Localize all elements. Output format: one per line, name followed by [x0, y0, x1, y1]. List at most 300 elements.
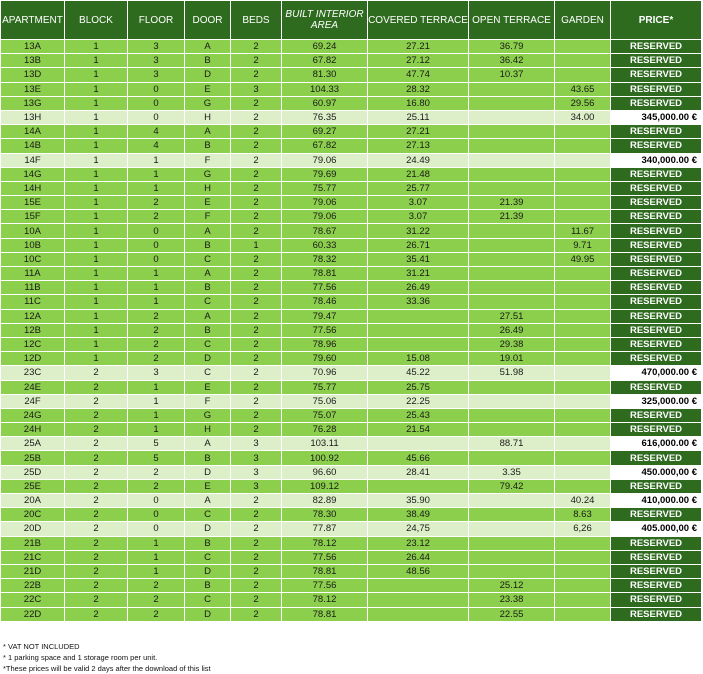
cell-covered-terrace: 45.22: [368, 366, 469, 380]
cell-beds: 3: [231, 465, 282, 479]
cell-built-area: 96.60: [282, 465, 368, 479]
cell-beds: 2: [231, 522, 282, 536]
cell-apartment: 22C: [1, 593, 65, 607]
cell-built-area: 75.77: [282, 380, 368, 394]
cell-block: 2: [65, 550, 128, 564]
cell-price: RESERVED: [611, 167, 702, 181]
cell-garden: [555, 550, 611, 564]
cell-apartment: 24F: [1, 394, 65, 408]
cell-door: C: [185, 252, 231, 266]
cell-floor: 0: [128, 522, 185, 536]
cell-price: RESERVED: [611, 423, 702, 437]
cell-beds: 2: [231, 139, 282, 153]
cell-apartment: 21B: [1, 536, 65, 550]
cell-floor: 1: [128, 408, 185, 422]
cell-price: 340,000.00 €: [611, 153, 702, 167]
cell-garden: [555, 196, 611, 210]
cell-door: G: [185, 96, 231, 110]
cell-block: 2: [65, 607, 128, 621]
table-row: [1, 522, 702, 536]
cell-apartment: 24G: [1, 408, 65, 422]
cell-built-area: 75.77: [282, 181, 368, 195]
cell-floor: 0: [128, 224, 185, 238]
cell-covered-terrace: 23.12: [368, 536, 469, 550]
cell-floor: 1: [128, 550, 185, 564]
cell-apartment: 10C: [1, 252, 65, 266]
cell-block: 1: [65, 309, 128, 323]
cell-open-terrace: 88.71: [469, 437, 555, 451]
cell-floor: 2: [128, 323, 185, 337]
cell-block: 2: [65, 564, 128, 578]
cell-garden: [555, 309, 611, 323]
cell-apartment: 13B: [1, 54, 65, 68]
cell-open-terrace: [469, 408, 555, 422]
cell-block: 1: [65, 224, 128, 238]
cell-open-terrace: [469, 281, 555, 295]
cell-built-area: 75.06: [282, 394, 368, 408]
footnote-vat: * VAT NOT INCLUDED: [3, 642, 80, 651]
cell-block: 1: [65, 125, 128, 139]
cell-covered-terrace: 22.25: [368, 394, 469, 408]
cell-beds: 3: [231, 479, 282, 493]
cell-built-area: 78.46: [282, 295, 368, 309]
table-row: [1, 423, 702, 437]
cell-built-area: 104.33: [282, 82, 368, 96]
cell-floor: 1: [128, 167, 185, 181]
cell-covered-terrace: 25.77: [368, 181, 469, 195]
cell-price: RESERVED: [611, 579, 702, 593]
cell-floor: 5: [128, 451, 185, 465]
cell-apartment: 15E: [1, 196, 65, 210]
cell-block: 2: [65, 465, 128, 479]
cell-beds: 2: [231, 224, 282, 238]
cell-built-area: 103.11: [282, 437, 368, 451]
table-row: [1, 153, 702, 167]
cell-beds: 2: [231, 54, 282, 68]
cell-apartment: 13D: [1, 68, 65, 82]
cell-covered-terrace: 33.36: [368, 295, 469, 309]
cell-price: RESERVED: [611, 196, 702, 210]
cell-floor: 2: [128, 196, 185, 210]
cell-floor: 2: [128, 309, 185, 323]
cell-built-area: 77.56: [282, 323, 368, 337]
cell-covered-terrace: [368, 607, 469, 621]
cell-door: C: [185, 593, 231, 607]
cell-floor: 0: [128, 82, 185, 96]
cell-open-terrace: [469, 295, 555, 309]
cell-covered-terrace: 31.21: [368, 267, 469, 281]
cell-price: 616,000.00 €: [611, 437, 702, 451]
cell-beds: 2: [231, 96, 282, 110]
cell-door: A: [185, 267, 231, 281]
cell-open-terrace: 51.98: [469, 366, 555, 380]
cell-apartment: 11C: [1, 295, 65, 309]
table-row: [1, 125, 702, 139]
cell-beds: 2: [231, 337, 282, 351]
cell-block: 1: [65, 54, 128, 68]
cell-apartment: 14A: [1, 125, 65, 139]
cell-door: E: [185, 196, 231, 210]
cell-block: 1: [65, 40, 128, 54]
cell-apartment: 12C: [1, 337, 65, 351]
cell-open-terrace: 3.35: [469, 465, 555, 479]
cell-price: 410,000.00 €: [611, 494, 702, 508]
cell-floor: 4: [128, 139, 185, 153]
cell-open-terrace: 27.51: [469, 309, 555, 323]
cell-price: RESERVED: [611, 82, 702, 96]
cell-beds: 2: [231, 167, 282, 181]
cell-apartment: 13E: [1, 82, 65, 96]
cell-floor: 0: [128, 96, 185, 110]
cell-price: RESERVED: [611, 252, 702, 266]
cell-floor: 4: [128, 125, 185, 139]
cell-block: 2: [65, 579, 128, 593]
cell-built-area: 78.81: [282, 564, 368, 578]
cell-built-area: 76.35: [282, 110, 368, 124]
cell-door: A: [185, 224, 231, 238]
cell-block: 2: [65, 423, 128, 437]
cell-beds: 2: [231, 309, 282, 323]
cell-apartment: 20D: [1, 522, 65, 536]
cell-door: C: [185, 508, 231, 522]
cell-block: 1: [65, 110, 128, 124]
cell-built-area: 75.07: [282, 408, 368, 422]
cell-covered-terrace: 24.49: [368, 153, 469, 167]
cell-floor: 1: [128, 394, 185, 408]
cell-block: 2: [65, 380, 128, 394]
cell-covered-terrace: 35.90: [368, 494, 469, 508]
cell-block: 1: [65, 267, 128, 281]
cell-floor: 3: [128, 54, 185, 68]
cell-price: RESERVED: [611, 451, 702, 465]
cell-garden: 6,26: [555, 522, 611, 536]
cell-built-area: 60.97: [282, 96, 368, 110]
cell-garden: [555, 479, 611, 493]
table-row: [1, 451, 702, 465]
cell-garden: [555, 139, 611, 153]
cell-covered-terrace: 25.43: [368, 408, 469, 422]
table-row: [1, 465, 702, 479]
cell-door: D: [185, 564, 231, 578]
cell-covered-terrace: 45.66: [368, 451, 469, 465]
cell-door: C: [185, 550, 231, 564]
cell-open-terrace: [469, 423, 555, 437]
cell-floor: 1: [128, 423, 185, 437]
cell-covered-terrace: [368, 593, 469, 607]
cell-garden: [555, 153, 611, 167]
cell-built-area: 79.06: [282, 210, 368, 224]
cell-floor: 1: [128, 295, 185, 309]
cell-door: H: [185, 110, 231, 124]
cell-open-terrace: [469, 451, 555, 465]
table-row: [1, 224, 702, 238]
cell-garden: 9.71: [555, 238, 611, 252]
header-door: DOOR: [185, 1, 231, 40]
table-row: [1, 352, 702, 366]
cell-block: 2: [65, 394, 128, 408]
cell-price: RESERVED: [611, 181, 702, 195]
cell-covered-terrace: 27.21: [368, 40, 469, 54]
cell-beds: 2: [231, 579, 282, 593]
cell-built-area: 78.96: [282, 337, 368, 351]
header-block: BLOCK: [65, 1, 128, 40]
cell-floor: 1: [128, 564, 185, 578]
cell-covered-terrace: 31.22: [368, 224, 469, 238]
cell-block: 1: [65, 68, 128, 82]
cell-apartment: 25E: [1, 479, 65, 493]
cell-apartment: 12A: [1, 309, 65, 323]
cell-block: 2: [65, 366, 128, 380]
cell-built-area: 67.82: [282, 139, 368, 153]
table-row: [1, 196, 702, 210]
cell-price: RESERVED: [611, 323, 702, 337]
cell-built-area: 78.32: [282, 252, 368, 266]
cell-open-terrace: [469, 494, 555, 508]
cell-open-terrace: 21.39: [469, 196, 555, 210]
cell-beds: 2: [231, 593, 282, 607]
cell-open-terrace: 29.38: [469, 337, 555, 351]
cell-open-terrace: [469, 252, 555, 266]
cell-open-terrace: [469, 167, 555, 181]
cell-open-terrace: [469, 522, 555, 536]
table-row: [1, 181, 702, 195]
cell-door: D: [185, 607, 231, 621]
cell-door: D: [185, 68, 231, 82]
table-row: [1, 68, 702, 82]
cell-floor: 2: [128, 593, 185, 607]
cell-built-area: 78.67: [282, 224, 368, 238]
table-row: [1, 110, 702, 124]
cell-open-terrace: 36.79: [469, 40, 555, 54]
cell-door: A: [185, 437, 231, 451]
cell-door: B: [185, 54, 231, 68]
cell-beds: 3: [231, 451, 282, 465]
cell-floor: 0: [128, 508, 185, 522]
cell-block: 1: [65, 210, 128, 224]
header-garden: GARDEN: [555, 1, 611, 40]
table-row: [1, 252, 702, 266]
cell-covered-terrace: 25.11: [368, 110, 469, 124]
table-row: [1, 96, 702, 110]
cell-block: 1: [65, 295, 128, 309]
cell-price: 345,000.00 €: [611, 110, 702, 124]
cell-block: 1: [65, 153, 128, 167]
cell-block: 1: [65, 181, 128, 195]
cell-door: G: [185, 408, 231, 422]
cell-built-area: 100.92: [282, 451, 368, 465]
cell-covered-terrace: 26.71: [368, 238, 469, 252]
cell-apartment: 10B: [1, 238, 65, 252]
cell-covered-terrace: 26.44: [368, 550, 469, 564]
cell-apartment: 14B: [1, 139, 65, 153]
cell-built-area: 70.96: [282, 366, 368, 380]
cell-price: RESERVED: [611, 536, 702, 550]
table-row: [1, 494, 702, 508]
footnotes: [3, 641, 211, 674]
header-open-terrace: OPEN TERRACE: [469, 1, 555, 40]
cell-open-terrace: [469, 564, 555, 578]
cell-door: C: [185, 366, 231, 380]
cell-apartment: 14F: [1, 153, 65, 167]
header-built-line2: AREA: [310, 20, 339, 31]
cell-floor: 1: [128, 281, 185, 295]
cell-apartment: 14G: [1, 167, 65, 181]
cell-beds: 2: [231, 607, 282, 621]
cell-built-area: 78.81: [282, 267, 368, 281]
cell-garden: [555, 394, 611, 408]
cell-apartment: 21D: [1, 564, 65, 578]
cell-block: 1: [65, 82, 128, 96]
cell-open-terrace: 36.42: [469, 54, 555, 68]
cell-beds: 2: [231, 408, 282, 422]
cell-built-area: 78.81: [282, 607, 368, 621]
table-row: [1, 82, 702, 96]
cell-block: 1: [65, 96, 128, 110]
cell-open-terrace: 79.42: [469, 479, 555, 493]
cell-garden: [555, 607, 611, 621]
cell-beds: 2: [231, 295, 282, 309]
cell-open-terrace: 26.49: [469, 323, 555, 337]
cell-beds: 2: [231, 68, 282, 82]
cell-garden: [555, 366, 611, 380]
cell-beds: 2: [231, 210, 282, 224]
table-row: [1, 408, 702, 422]
table-row: [1, 139, 702, 153]
table-row: [1, 323, 702, 337]
cell-garden: 11.67: [555, 224, 611, 238]
cell-open-terrace: [469, 380, 555, 394]
cell-built-area: 76.28: [282, 423, 368, 437]
cell-price: RESERVED: [611, 54, 702, 68]
cell-price: 470,000.00 €: [611, 366, 702, 380]
table-header-row: [1, 1, 702, 40]
cell-price: 325,000.00 €: [611, 394, 702, 408]
cell-door: D: [185, 465, 231, 479]
cell-block: 2: [65, 408, 128, 422]
cell-floor: 2: [128, 479, 185, 493]
cell-garden: [555, 210, 611, 224]
cell-apartment: 25D: [1, 465, 65, 479]
cell-block: 2: [65, 536, 128, 550]
cell-price: RESERVED: [611, 68, 702, 82]
cell-built-area: 79.06: [282, 153, 368, 167]
cell-beds: 2: [231, 153, 282, 167]
cell-garden: [555, 536, 611, 550]
cell-price: RESERVED: [611, 564, 702, 578]
header-built-interior-area: [282, 1, 368, 40]
cell-apartment: 25A: [1, 437, 65, 451]
cell-garden: [555, 593, 611, 607]
cell-apartment: 11B: [1, 281, 65, 295]
cell-covered-terrace: 48.56: [368, 564, 469, 578]
cell-open-terrace: 21.39: [469, 210, 555, 224]
cell-garden: [555, 125, 611, 139]
cell-covered-terrace: [368, 337, 469, 351]
cell-price: RESERVED: [611, 593, 702, 607]
cell-covered-terrace: 38.49: [368, 508, 469, 522]
cell-price: RESERVED: [611, 380, 702, 394]
table-row: [1, 337, 702, 351]
cell-built-area: 79.60: [282, 352, 368, 366]
cell-door: A: [185, 494, 231, 508]
cell-price: RESERVED: [611, 281, 702, 295]
cell-price: RESERVED: [611, 224, 702, 238]
cell-covered-terrace: 16.80: [368, 96, 469, 110]
cell-door: C: [185, 337, 231, 351]
cell-garden: [555, 68, 611, 82]
cell-door: D: [185, 352, 231, 366]
table-row: [1, 54, 702, 68]
cell-beds: 2: [231, 110, 282, 124]
cell-apartment: 12D: [1, 352, 65, 366]
table-row: [1, 394, 702, 408]
table-row: [1, 550, 702, 564]
cell-block: 1: [65, 352, 128, 366]
cell-beds: 2: [231, 125, 282, 139]
cell-apartment: 15F: [1, 210, 65, 224]
cell-built-area: 79.47: [282, 309, 368, 323]
cell-floor: 0: [128, 252, 185, 266]
cell-covered-terrace: 3.07: [368, 196, 469, 210]
table-row: [1, 479, 702, 493]
cell-garden: 43.65: [555, 82, 611, 96]
table-row: [1, 536, 702, 550]
header-floor: FLOOR: [128, 1, 185, 40]
cell-built-area: 77.56: [282, 281, 368, 295]
cell-door: G: [185, 167, 231, 181]
cell-door: F: [185, 394, 231, 408]
cell-open-terrace: [469, 394, 555, 408]
cell-apartment: 22D: [1, 607, 65, 621]
cell-open-terrace: [469, 550, 555, 564]
table-row: [1, 380, 702, 394]
table-body: [1, 40, 702, 622]
cell-covered-terrace: [368, 323, 469, 337]
cell-door: C: [185, 295, 231, 309]
cell-open-terrace: [469, 153, 555, 167]
cell-price: RESERVED: [611, 508, 702, 522]
cell-block: 1: [65, 167, 128, 181]
cell-open-terrace: [469, 139, 555, 153]
cell-built-area: 79.69: [282, 167, 368, 181]
cell-covered-terrace: [368, 579, 469, 593]
cell-door: A: [185, 40, 231, 54]
cell-beds: 2: [231, 181, 282, 195]
cell-floor: 1: [128, 380, 185, 394]
cell-beds: 1: [231, 238, 282, 252]
cell-floor: 2: [128, 352, 185, 366]
cell-beds: 2: [231, 564, 282, 578]
cell-open-terrace: 22.55: [469, 607, 555, 621]
cell-block: 1: [65, 252, 128, 266]
cell-covered-terrace: 24,75: [368, 522, 469, 536]
cell-price: RESERVED: [611, 267, 702, 281]
cell-covered-terrace: 26.49: [368, 281, 469, 295]
cell-price: RESERVED: [611, 210, 702, 224]
cell-floor: 2: [128, 579, 185, 593]
cell-beds: 3: [231, 437, 282, 451]
cell-beds: 2: [231, 494, 282, 508]
table-row: [1, 210, 702, 224]
cell-garden: [555, 465, 611, 479]
cell-price: 405.000,00 €: [611, 522, 702, 536]
cell-apartment: 20C: [1, 508, 65, 522]
table-row: [1, 40, 702, 54]
cell-price: RESERVED: [611, 337, 702, 351]
cell-built-area: 60.33: [282, 238, 368, 252]
cell-apartment: 13A: [1, 40, 65, 54]
cell-floor: 2: [128, 607, 185, 621]
